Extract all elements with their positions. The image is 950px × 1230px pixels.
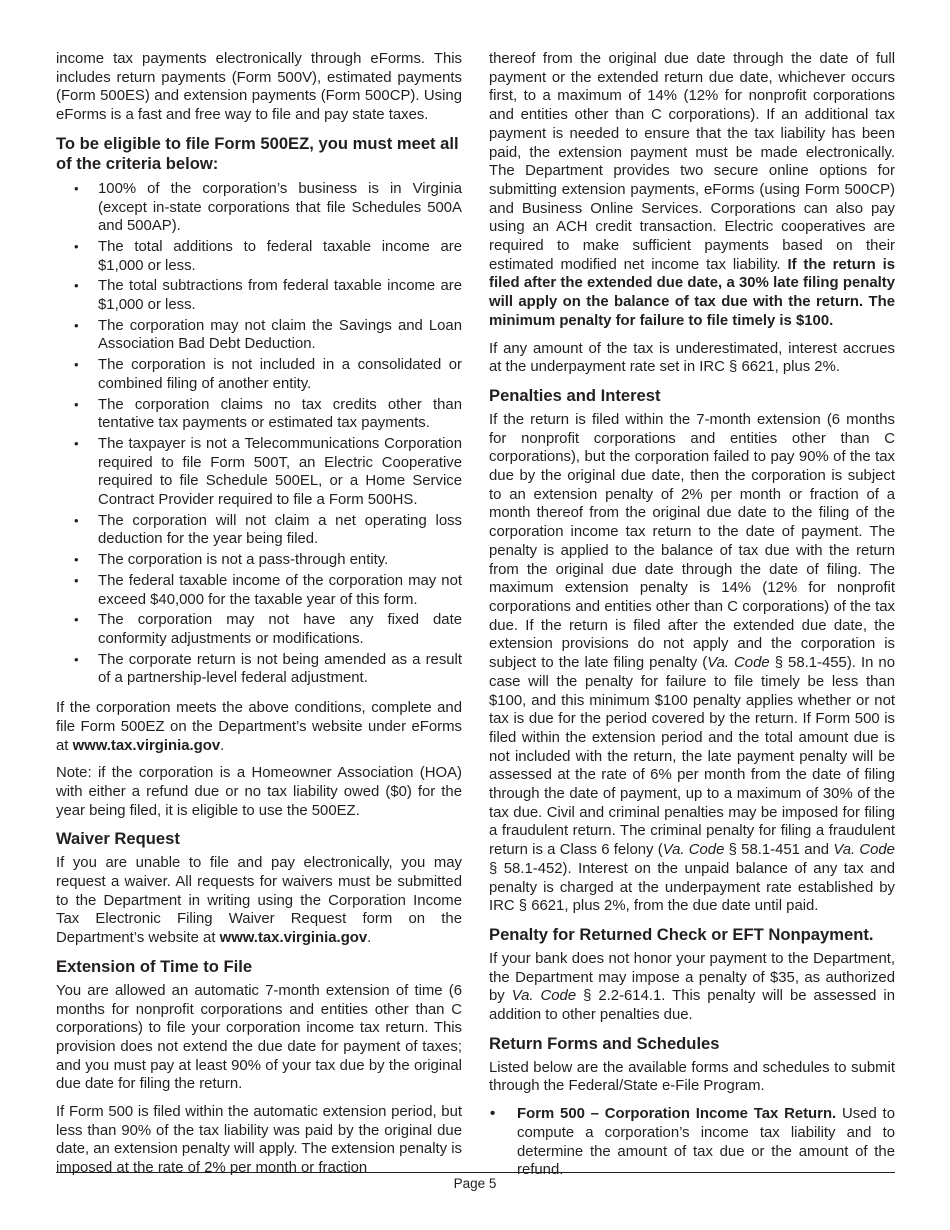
left-column bbox=[56, 50, 462, 1187]
form-500-item bbox=[489, 1105, 895, 1180]
criteria-item: • The corporation may not claim the Savings and Loan Association Bad Debt Deduction. bbox=[56, 317, 462, 354]
waiver-heading: Waiver Request bbox=[56, 829, 180, 849]
hoa-note: Note: if the corporation is a Homeowner Association (HOA) with either a refund due or no tax liability owed ($0) for the year being filed, it is eligible to use the 500EZ. bbox=[56, 765, 462, 819]
penalties-text-2: § 58.1-455). In no case will the penalty for failure to file timely be less than $100, and this minimum $100 penalty applies whether or not tax is due for the period covered by the return. If Form 500 is filed within the extension period and the total amount due is not included with the return, the late payment penalty will be assessed at the rate of 6% per month from the date of filing through the date of payment, up to a maximum of 30% of the tax due. Civil and criminal penalties may be imposed for filing a fraudulent return. The criminal penalty for filing a fraudulent return is a Class 6 felony ( bbox=[489, 655, 895, 859]
criteria-item: • The corporation will not claim a net operating loss deduction for the year being filed. bbox=[56, 512, 462, 549]
return-forms-intro: Listed below are the available forms and schedules to submit through the Federal/State e-File Program. bbox=[489, 1059, 895, 1095]
waiver-text: If you are unable to file and pay electronically, you may request a waiver. All requests for waivers must be submitted to the Department in writing using the Corporation Income Tax Electronic Filing Waiver Request form on the Department’s website at bbox=[56, 855, 462, 947]
penalties-heading: Penalties and Interest bbox=[489, 385, 661, 405]
returned-text-2: § 2.2-614.1. This penalty will be assessed in addition to other penalties due. bbox=[489, 988, 895, 1024]
footer-divider bbox=[56, 1172, 895, 1173]
waiver-paragraph bbox=[56, 854, 462, 948]
criteria-item: • The corporation is not included in a consolidated or combined filing of another entity. bbox=[56, 356, 462, 393]
criteria-item: • The total additions to federal taxable income are $1,000 or less. bbox=[56, 238, 462, 275]
penalties-paragraph bbox=[489, 411, 895, 916]
eforms-paragraph bbox=[56, 699, 462, 755]
penalties-text-3: § 58.1-451 and bbox=[724, 842, 834, 859]
criteria-item: • The federal taxable income of the corporation may not exceed $40,000 for the taxable year of this form. bbox=[56, 572, 462, 609]
return-forms-heading: Return Forms and Schedules bbox=[489, 1033, 720, 1053]
return-forms-list bbox=[489, 1105, 895, 1180]
eforms-text: If the corporation meets the above conditions, complete and file Form 500EZ on the Department’s website under eForms at bbox=[56, 700, 462, 754]
criteria-item: • The corporate return is not being amended as a result of a partnership-level federal adjustment. bbox=[56, 651, 462, 688]
returned-check-heading: Penalty for Returned Check or EFT Nonpayment. bbox=[489, 924, 874, 944]
criteria-item: • The corporation claims no tax credits other than tentative tax payments or estimated tax payments. bbox=[56, 396, 462, 433]
penalties-text-4: § 58.1-452). Interest on the unpaid balance of any tax and penalty is charged at the underpayment rate established by IRC § 6621, plus 2%, from the due date until paid. bbox=[489, 860, 895, 915]
eforms-period: . bbox=[220, 737, 225, 754]
extension-paragraph-2: If Form 500 is filed within the automatic extension period, but less than 90% of the tax liability was paid by the original due date, an extension penalty will apply. The extension penalty is imposed at the rate of 2% per month or fraction bbox=[56, 1104, 462, 1177]
va-code-ref: Va. Code bbox=[833, 842, 895, 859]
returned-check-paragraph bbox=[489, 950, 895, 1025]
extension-heading: Extension of Time to File bbox=[56, 956, 253, 976]
va-code-ref: Va. Code bbox=[662, 842, 725, 859]
returned-text-1: If your bank does not honor your payment to the Department, the Department may impose a penalty of $35, as authorized by bbox=[489, 950, 895, 1005]
criteria-item: • The corporation may not have any fixed date conformity adjustments or modifications. bbox=[56, 611, 462, 648]
underestimate-paragraph: If any amount of the tax is underestimated, interest accrues at the underpayment rate set in IRC § 6621, plus 2%. bbox=[489, 340, 895, 376]
form-500-title: Form 500 – Corporation Income Tax Return. bbox=[517, 1106, 837, 1123]
waiver-website-link[interactable]: www.tax.virginia.gov bbox=[219, 930, 368, 947]
eligibility-criteria-list bbox=[56, 180, 462, 688]
criteria-item: • The taxpayer is not a Telecommunications Corporation required to file Form 500T, an Electric Cooperative required to file Schedule 500EL, or a Home Service Contract Provider required to file a Form 500HS. bbox=[56, 435, 462, 510]
page-number: Page 5 bbox=[453, 1176, 497, 1191]
penalties-text-1: If the return is filed within the 7-month extension (6 months for nonprofit corporations and entities other than C corporations), but the corporation failed to pay 90% of the tax due by the original due date, then the corporation is subject to an extension penalty of 2% per month or fraction of a month thereof from the original due date to the filing of the corporation income tax return to the date of payment. The penalty is applied to the balance of tax due with the return from the original due date through the date of filing. The maximum extension penalty is 14% (12% for nonprofit corporations and entities other than C corporations) of the tax due. If the return is filed after the extended due date, the extension provisions do not apply and the corporation is subject to the late filing penalty ( bbox=[489, 411, 895, 672]
extension-continued-paragraph bbox=[489, 50, 895, 331]
form-500-description: Used to compute a corporation’s income tax liability and to determine the amount of tax due or the amount of the refund. bbox=[517, 1106, 895, 1179]
criteria-item: • The total subtractions from federal taxable income are $1,000 or less. bbox=[56, 277, 462, 314]
extension-continued-text: thereof from the original due date through the date of full payment or the extended return due date, whichever occurs first, to a maximum of 14% (12% for nonprofit corporations and entities other than C corporations). If an additional tax payment is needed to ensure that the tax liability has been paid, the extension payment must be made electronically. The Department provides two secure online options for submitting extension payments, eForms (using Form 500CP) and Business Online Services. Corporations can also pay using an ACH credit transaction. Electric cooperatives are required to make sufficient payments based on their estimated modified net income tax liability. bbox=[489, 51, 895, 273]
va-code-ref: Va. Code bbox=[511, 988, 577, 1005]
waiver-period: . bbox=[367, 930, 372, 947]
criteria-item: • The corporation is not a pass-through entity. bbox=[56, 551, 462, 570]
criteria-item: • 100% of the corporation’s business is in Virginia (except in-state corporations that file Schedules 500A and 500AP). bbox=[56, 180, 462, 236]
va-code-ref: Va. Code bbox=[707, 655, 770, 672]
right-column bbox=[489, 50, 895, 1180]
eligibility-heading: To be eligible to file Form 500EZ, you must meet all of the criteria below: bbox=[56, 133, 459, 173]
late-filing-penalty-text: If the return is filed after the extended due date, a 30% late filing penalty will apply on the balance of tax due with the return. The minimum penalty for failure to file timely is $100. bbox=[489, 256, 895, 329]
extension-paragraph-1: You are allowed an automatic 7-month extension of time (6 months for nonprofit corporations and entities other than C corporations) to file your corporation income tax return. This provision does not extend the due date for payment of taxes; and you must pay at least 90% of your tax due by the original due date for filing the return. bbox=[56, 982, 462, 1093]
intro-paragraph: income tax payments electronically through eForms. This includes return payments (Form 500V), estimated payments (Form 500ES) and extension payments (Form 500CP). Using eForms is a fast and free way to file and pay state taxes. bbox=[56, 51, 462, 124]
tax-website-link[interactable]: www.tax.virginia.gov bbox=[72, 737, 221, 754]
